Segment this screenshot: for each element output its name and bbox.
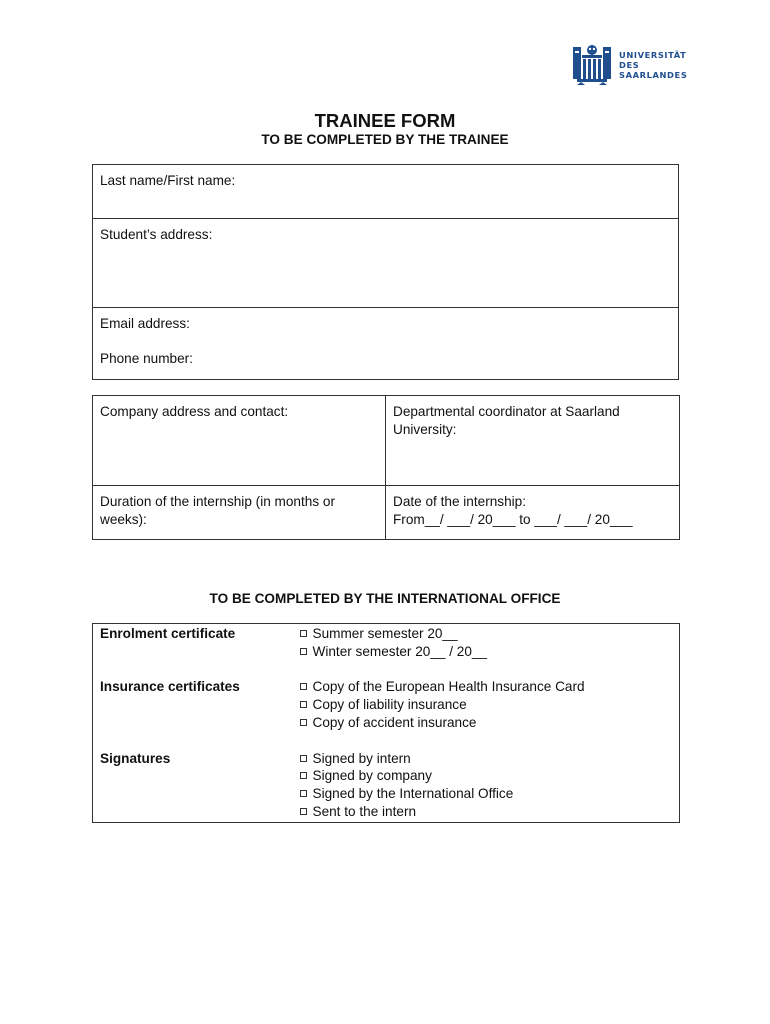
coordinator-label: Departmental coordinator at Saarland University:	[393, 404, 620, 437]
checkbox-icon[interactable]	[300, 630, 307, 637]
signature-option[interactable]: Signed by company	[300, 767, 673, 785]
checkbox-icon[interactable]	[300, 683, 307, 690]
enrolment-options	[293, 624, 680, 661]
checkbox-icon[interactable]	[300, 808, 307, 815]
checkbox-icon[interactable]	[300, 648, 307, 655]
duration-field[interactable]	[93, 486, 386, 540]
insurance-label: Insurance certificates	[100, 679, 240, 695]
duration-label: Duration of the internship (in months or weeks):	[100, 494, 335, 527]
office-section-heading: TO BE COMPLETED BY THE INTERNATIONAL OFFICE	[209, 591, 561, 606]
enrolment-label: Enrolment certificate	[100, 626, 236, 641]
insurance-option[interactable]: Copy of liability insurance	[300, 696, 673, 714]
contact-field[interactable]	[93, 308, 679, 380]
trainee-details-table	[92, 164, 679, 380]
checkbox-icon[interactable]	[300, 790, 307, 797]
address-label: Student’s address:	[100, 227, 213, 242]
coordinator-field[interactable]	[386, 396, 680, 486]
logo-line-1: UNIVERSITÄT	[619, 50, 687, 60]
date-format: From__/ ___/ 20___ to ___/ ___/ 20___	[393, 512, 633, 527]
office-checklist-table	[92, 623, 680, 823]
signature-option[interactable]: Sent to the intern	[300, 803, 673, 821]
logo-line-3: SAARLANDES	[619, 70, 688, 80]
signatures-options	[293, 732, 680, 823]
signature-option[interactable]: Signed by the International Office	[300, 785, 673, 803]
checkbox-icon[interactable]	[300, 719, 307, 726]
name-field[interactable]	[93, 165, 679, 219]
checkbox-icon[interactable]	[300, 755, 307, 762]
university-seal-icon	[571, 43, 613, 85]
signature-option[interactable]: Signed by intern	[300, 750, 673, 768]
company-label: Company address and contact:	[100, 404, 289, 419]
phone-label: Phone number:	[100, 351, 193, 366]
university-logo	[571, 43, 688, 85]
page-title: TRAINEE FORM	[314, 110, 456, 131]
email-label: Email address:	[100, 316, 190, 331]
company-field[interactable]	[93, 396, 386, 486]
university-name	[619, 50, 687, 80]
name-label: Last name/First name:	[100, 173, 236, 188]
checkbox-icon[interactable]	[300, 772, 307, 779]
internship-details-table	[92, 395, 680, 540]
enrolment-option[interactable]: Winter semester 20__ / 20__	[300, 643, 673, 661]
signatures-label: Signatures	[100, 750, 171, 766]
insurance-options	[293, 660, 680, 731]
address-field[interactable]	[93, 219, 679, 308]
logo-line-2: DES	[619, 60, 640, 70]
enrolment-option[interactable]: Summer semester 20__	[300, 625, 673, 643]
insurance-option[interactable]: Copy of the European Health Insurance Card	[300, 678, 673, 696]
checkbox-icon[interactable]	[300, 701, 307, 708]
date-label: Date of the internship:	[393, 494, 526, 509]
date-field[interactable]	[386, 486, 680, 540]
insurance-option[interactable]: Copy of accident insurance	[300, 714, 673, 732]
trainee-section-heading: TO BE COMPLETED BY THE TRAINEE	[261, 132, 509, 147]
